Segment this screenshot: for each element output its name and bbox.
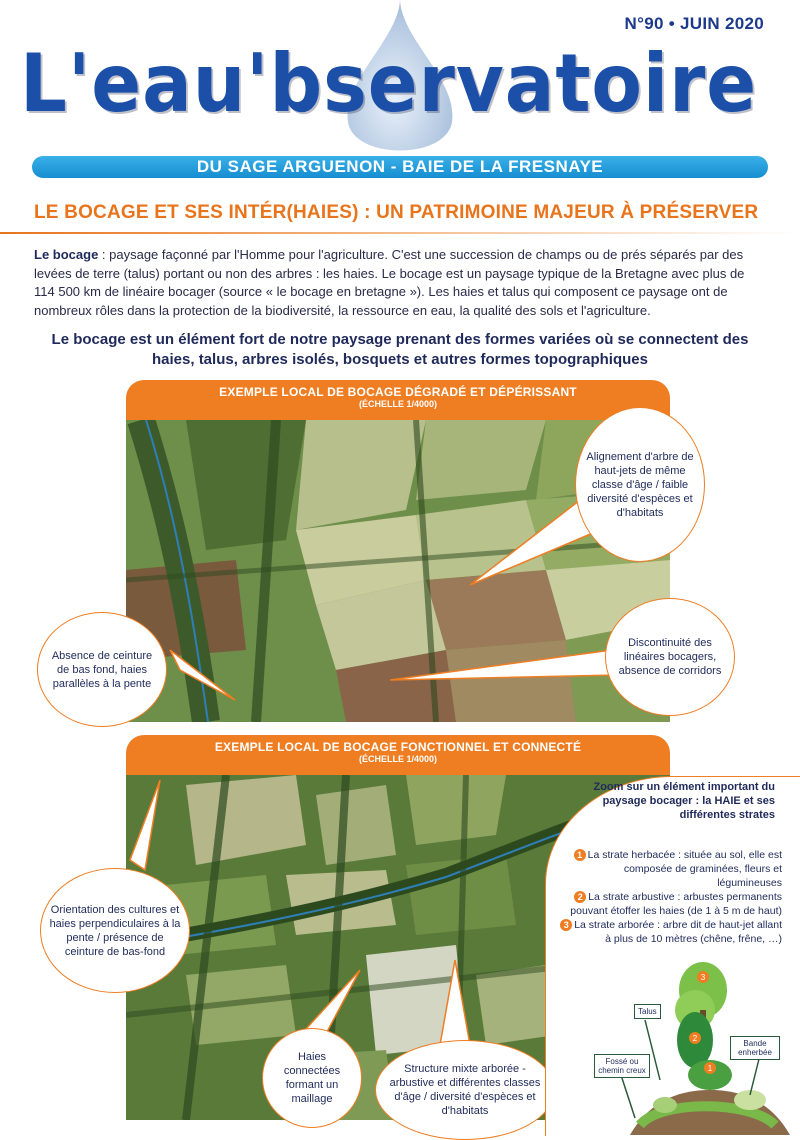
strata-item	[560, 848, 782, 890]
strata-number: 1	[574, 849, 586, 861]
section1-title: EXEMPLE LOCAL DE BOCAGE DÉGRADÉ ET DÉPÉRISSANT	[219, 385, 577, 399]
headline-divider	[0, 232, 800, 234]
strata-item	[560, 918, 782, 946]
strata-text: La strate herbacée : située au sol, elle est composée de graminées, fleurs et légumineuses	[587, 849, 782, 889]
section2-title: EXEMPLE LOCAL DE BOCAGE FONCTIONNEL ET CONNECTÉ	[214, 740, 582, 754]
strata-number: 2	[574, 891, 586, 903]
callout-haies-connectees-text: Haies connectées formant un maillage	[283, 1051, 341, 1105]
strata-list	[560, 848, 782, 946]
section2-scale: (ÉCHELLE 1/4000)	[358, 754, 438, 764]
intro-text: : paysage façonné par l'Homme pour l'agriculture. C'est une succession de champs ou de prés séparés par des levées de terre (talus) portant ou non des arbres : les haies. Le bocage est un paysage typique de la Bretagne avec plus de 114 500 km de linéaire bocager (source « le bocage en bretagne »). Les haies et talus qui composent ce paysage ont de nombreux rôles dans la protection de la biodiversité, la ressource en eau, la qualité des sols et l'agriculture.	[34, 247, 745, 318]
intro-paragraph	[34, 246, 766, 320]
callout-structure-mixte-text: Structure mixte arborée - arbustive et différentes classes d'âge / diversité d'espèces et d'habitats	[389, 1063, 541, 1117]
label-talus: Talus	[634, 1004, 661, 1019]
svg-text:3: 3	[700, 973, 706, 982]
intro-term: Le bocage	[34, 247, 99, 262]
strata-text: La strate arbustive : arbustes permanents pouvant étoffer les haies (de 1 à 5 m de haut)	[570, 891, 782, 917]
label-bande: Bande enherbée	[730, 1036, 780, 1060]
svg-text:1: 1	[707, 1064, 713, 1073]
label-fosse: Fossé ou chemin creux	[594, 1054, 650, 1078]
callout-orientation-text: Orientation des cultures et haies perpendiculaires à la pente / présence de ceinture de bas-fond	[49, 903, 181, 958]
lead-statement: Le bocage est un élément fort de notre paysage prenant des formes variées où se connectent des haies, talus, arbres isolés, bosquets et autres formes topographiques	[51, 331, 749, 368]
subtitle-bar: DU SAGE ARGUENON - BAIE DE LA FRESNAYE	[32, 156, 768, 178]
callout-orientation	[40, 868, 190, 993]
callout-absence-ceinture-text: Absence de ceinture de bas fond, haies parallèles à la pente	[51, 649, 153, 690]
strata-item	[560, 890, 782, 918]
callout-discontinuite-text: Discontinuité des linéaires bocagers, absence de corridors	[618, 637, 722, 677]
callout-alignment-text: Alignement d'arbre de haut-jets de même classe d'âge / faible diversité d'espèces et d'habitats	[586, 450, 694, 519]
strata-text: La strate arborée : arbre dit de haut-jet allant à plus de 10 mètres (chêne, frêne, …)	[574, 919, 782, 945]
zoom-heading: Zoom sur un élément important du paysage bocager : la HAIE et ses différentes strates	[593, 781, 775, 821]
issue-label: N°90 • JUIN 2020	[624, 14, 764, 33]
section1-scale: (ÉCHELLE 1/4000)	[358, 399, 438, 409]
callout-structure-mixte	[375, 1040, 555, 1140]
page-title: L'eau'bservatoire	[20, 37, 758, 130]
callout-alignment	[575, 407, 705, 562]
svg-text:2: 2	[692, 1034, 698, 1043]
article-headline: LE BOCAGE ET SES INTÉR(HAIES) : UN PATRIMOINE MAJEUR À PRÉSERVER	[34, 202, 759, 223]
callout-haies-connectees	[262, 1028, 362, 1128]
callout-absence-ceinture	[37, 612, 167, 727]
callout-discontinuite	[605, 598, 735, 716]
strata-number: 3	[560, 919, 572, 931]
